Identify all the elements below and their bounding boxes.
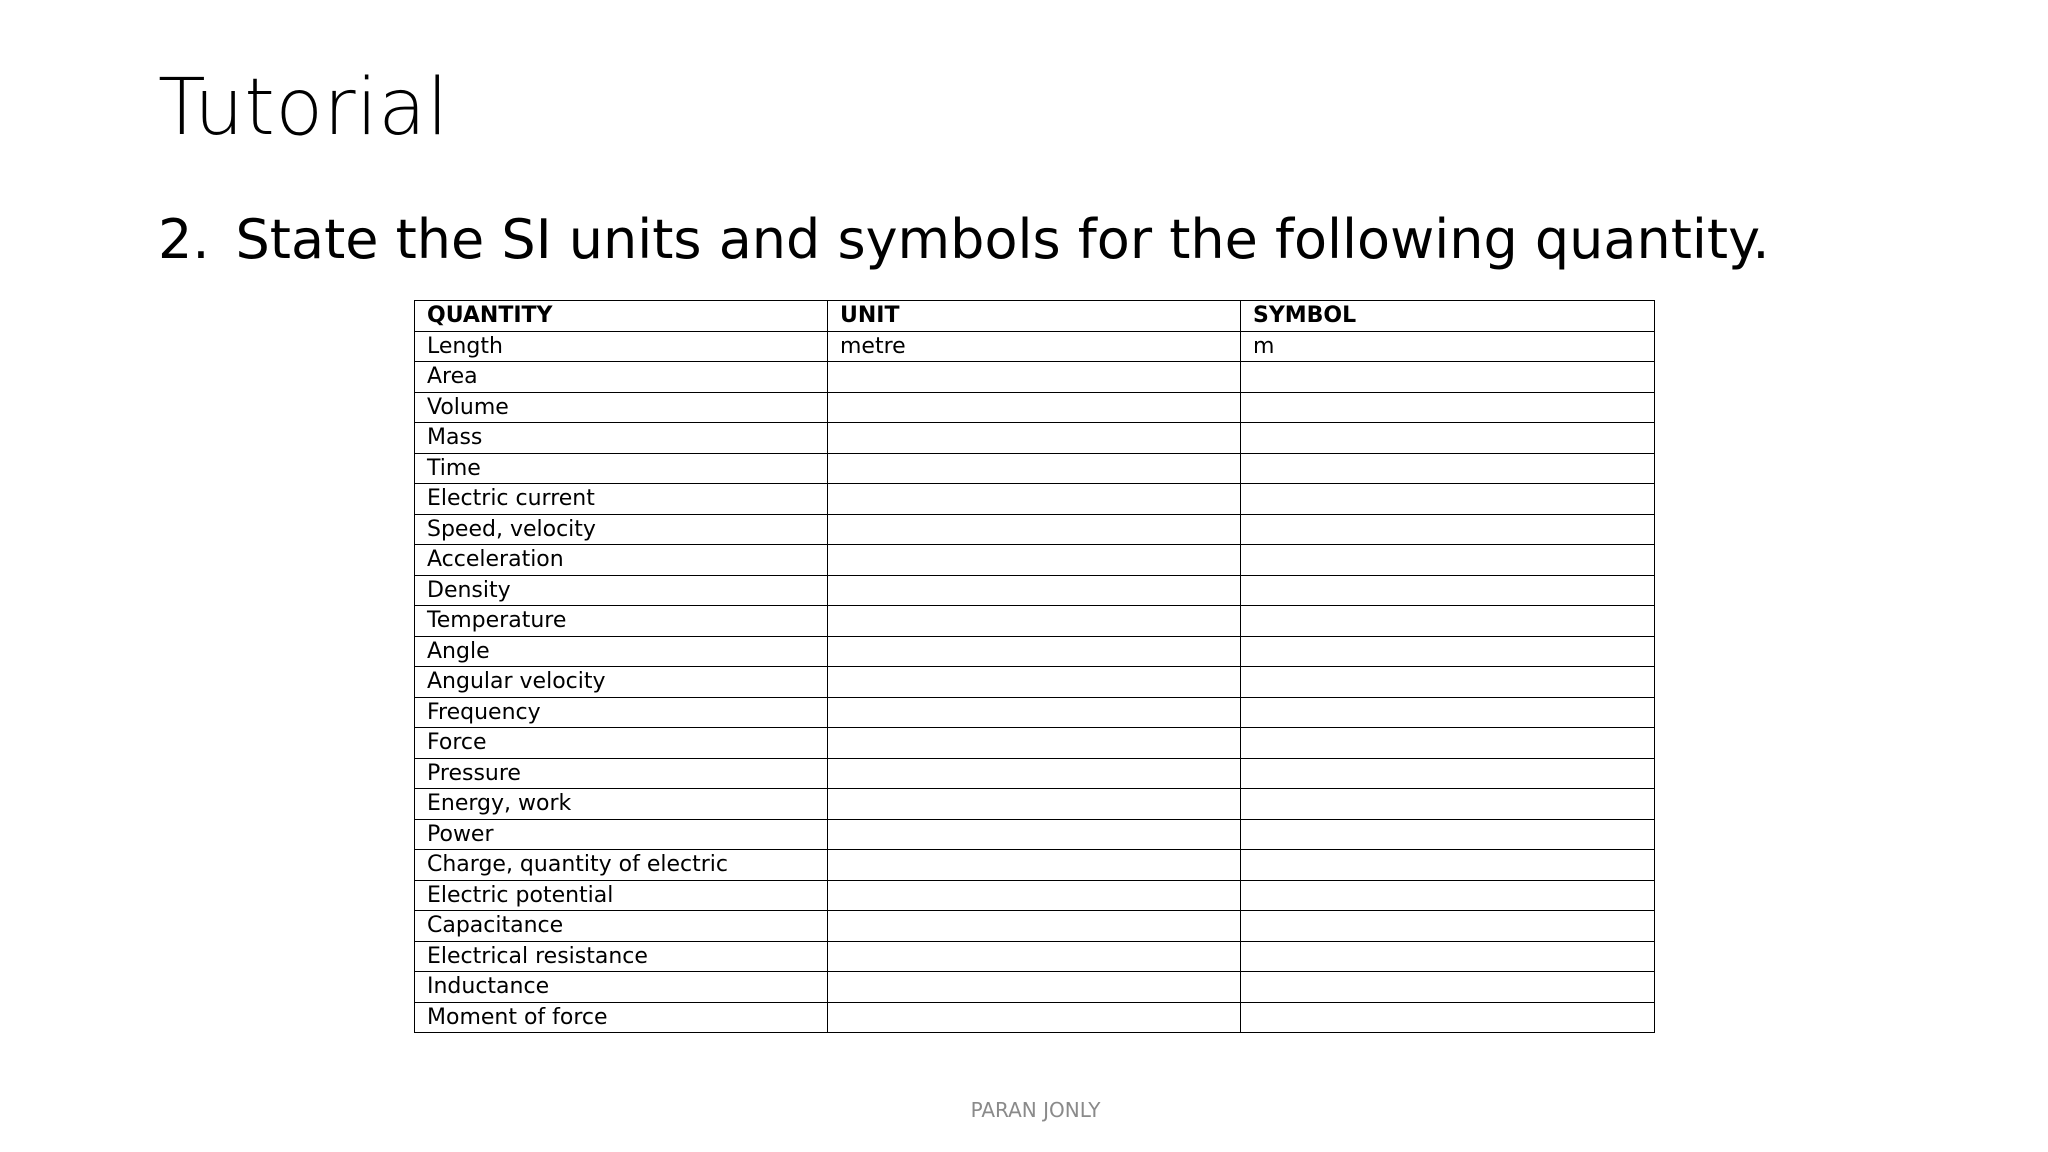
cell-unit [828, 606, 1241, 637]
cell-unit [828, 880, 1241, 911]
cell-symbol [1241, 545, 1655, 576]
table-row [415, 667, 1655, 698]
cell-unit [828, 453, 1241, 484]
table-row [415, 484, 1655, 515]
cell-unit [828, 1002, 1241, 1033]
cell-quantity: Power [415, 819, 828, 850]
table-row [415, 697, 1655, 728]
cell-quantity: Force [415, 728, 828, 759]
cell-symbol [1241, 819, 1655, 850]
cell-quantity: Pressure [415, 758, 828, 789]
table-row [415, 636, 1655, 667]
cell-quantity: Volume [415, 392, 828, 423]
cell-symbol [1241, 789, 1655, 820]
header-quantity: QUANTITY [415, 301, 828, 332]
cell-symbol [1241, 453, 1655, 484]
slide-title: Tutorial [158, 63, 449, 153]
cell-quantity: Electrical resistance [415, 941, 828, 972]
table-body [415, 331, 1655, 1033]
cell-quantity: Acceleration [415, 545, 828, 576]
table-row [415, 423, 1655, 454]
cell-quantity: Area [415, 362, 828, 393]
table-row [415, 514, 1655, 545]
cell-unit [828, 575, 1241, 606]
cell-unit: metre [828, 331, 1241, 362]
cell-quantity: Frequency [415, 697, 828, 728]
cell-quantity: Temperature [415, 606, 828, 637]
cell-symbol [1241, 423, 1655, 454]
footer-author: PARAN JONLY [970, 1098, 1101, 1122]
cell-quantity: Angular velocity [415, 667, 828, 698]
cell-quantity: Electric current [415, 484, 828, 515]
cell-unit [828, 545, 1241, 576]
cell-quantity: Electric potential [415, 880, 828, 911]
table-row [415, 728, 1655, 759]
cell-symbol [1241, 850, 1655, 881]
question-number: 2. [158, 208, 210, 271]
cell-symbol: m [1241, 331, 1655, 362]
cell-symbol [1241, 880, 1655, 911]
table-row [415, 575, 1655, 606]
question-text: State the SI units and symbols for the following quantity. [235, 208, 1770, 271]
cell-quantity: Speed, velocity [415, 514, 828, 545]
cell-symbol [1241, 575, 1655, 606]
cell-unit [828, 697, 1241, 728]
table-header-row [415, 301, 1655, 332]
cell-quantity: Energy, work [415, 789, 828, 820]
cell-symbol [1241, 972, 1655, 1003]
cell-quantity: Density [415, 575, 828, 606]
cell-unit [828, 819, 1241, 850]
table-row [415, 819, 1655, 850]
cell-quantity: Angle [415, 636, 828, 667]
cell-symbol [1241, 941, 1655, 972]
cell-symbol [1241, 636, 1655, 667]
cell-symbol [1241, 728, 1655, 759]
cell-quantity: Time [415, 453, 828, 484]
cell-unit [828, 911, 1241, 942]
cell-quantity: Charge, quantity of electric [415, 850, 828, 881]
cell-symbol [1241, 606, 1655, 637]
cell-symbol [1241, 911, 1655, 942]
table-row [415, 880, 1655, 911]
cell-unit [828, 392, 1241, 423]
table-row [415, 850, 1655, 881]
cell-unit [828, 850, 1241, 881]
cell-unit [828, 789, 1241, 820]
question [158, 208, 1770, 273]
table-row [415, 545, 1655, 576]
table-row [415, 1002, 1655, 1033]
cell-symbol [1241, 1002, 1655, 1033]
table-row [415, 362, 1655, 393]
cell-quantity: Mass [415, 423, 828, 454]
table-row [415, 911, 1655, 942]
cell-symbol [1241, 667, 1655, 698]
cell-symbol [1241, 392, 1655, 423]
table-row [415, 972, 1655, 1003]
cell-unit [828, 728, 1241, 759]
cell-quantity: Moment of force [415, 1002, 828, 1033]
table-row [415, 392, 1655, 423]
table-row [415, 453, 1655, 484]
cell-unit [828, 636, 1241, 667]
cell-symbol [1241, 484, 1655, 515]
cell-unit [828, 758, 1241, 789]
cell-unit [828, 514, 1241, 545]
cell-unit [828, 972, 1241, 1003]
cell-quantity: Length [415, 331, 828, 362]
header-symbol: SYMBOL [1241, 301, 1655, 332]
cell-symbol [1241, 362, 1655, 393]
table-row [415, 606, 1655, 637]
table-row [415, 758, 1655, 789]
si-units-table [414, 300, 1655, 1033]
header-unit: UNIT [828, 301, 1241, 332]
cell-symbol [1241, 514, 1655, 545]
cell-unit [828, 941, 1241, 972]
table-row [415, 789, 1655, 820]
cell-unit [828, 484, 1241, 515]
cell-unit [828, 667, 1241, 698]
cell-symbol [1241, 758, 1655, 789]
table-row [415, 941, 1655, 972]
cell-unit [828, 423, 1241, 454]
table-row [415, 331, 1655, 362]
cell-symbol [1241, 697, 1655, 728]
cell-unit [828, 362, 1241, 393]
cell-quantity: Inductance [415, 972, 828, 1003]
cell-quantity: Capacitance [415, 911, 828, 942]
